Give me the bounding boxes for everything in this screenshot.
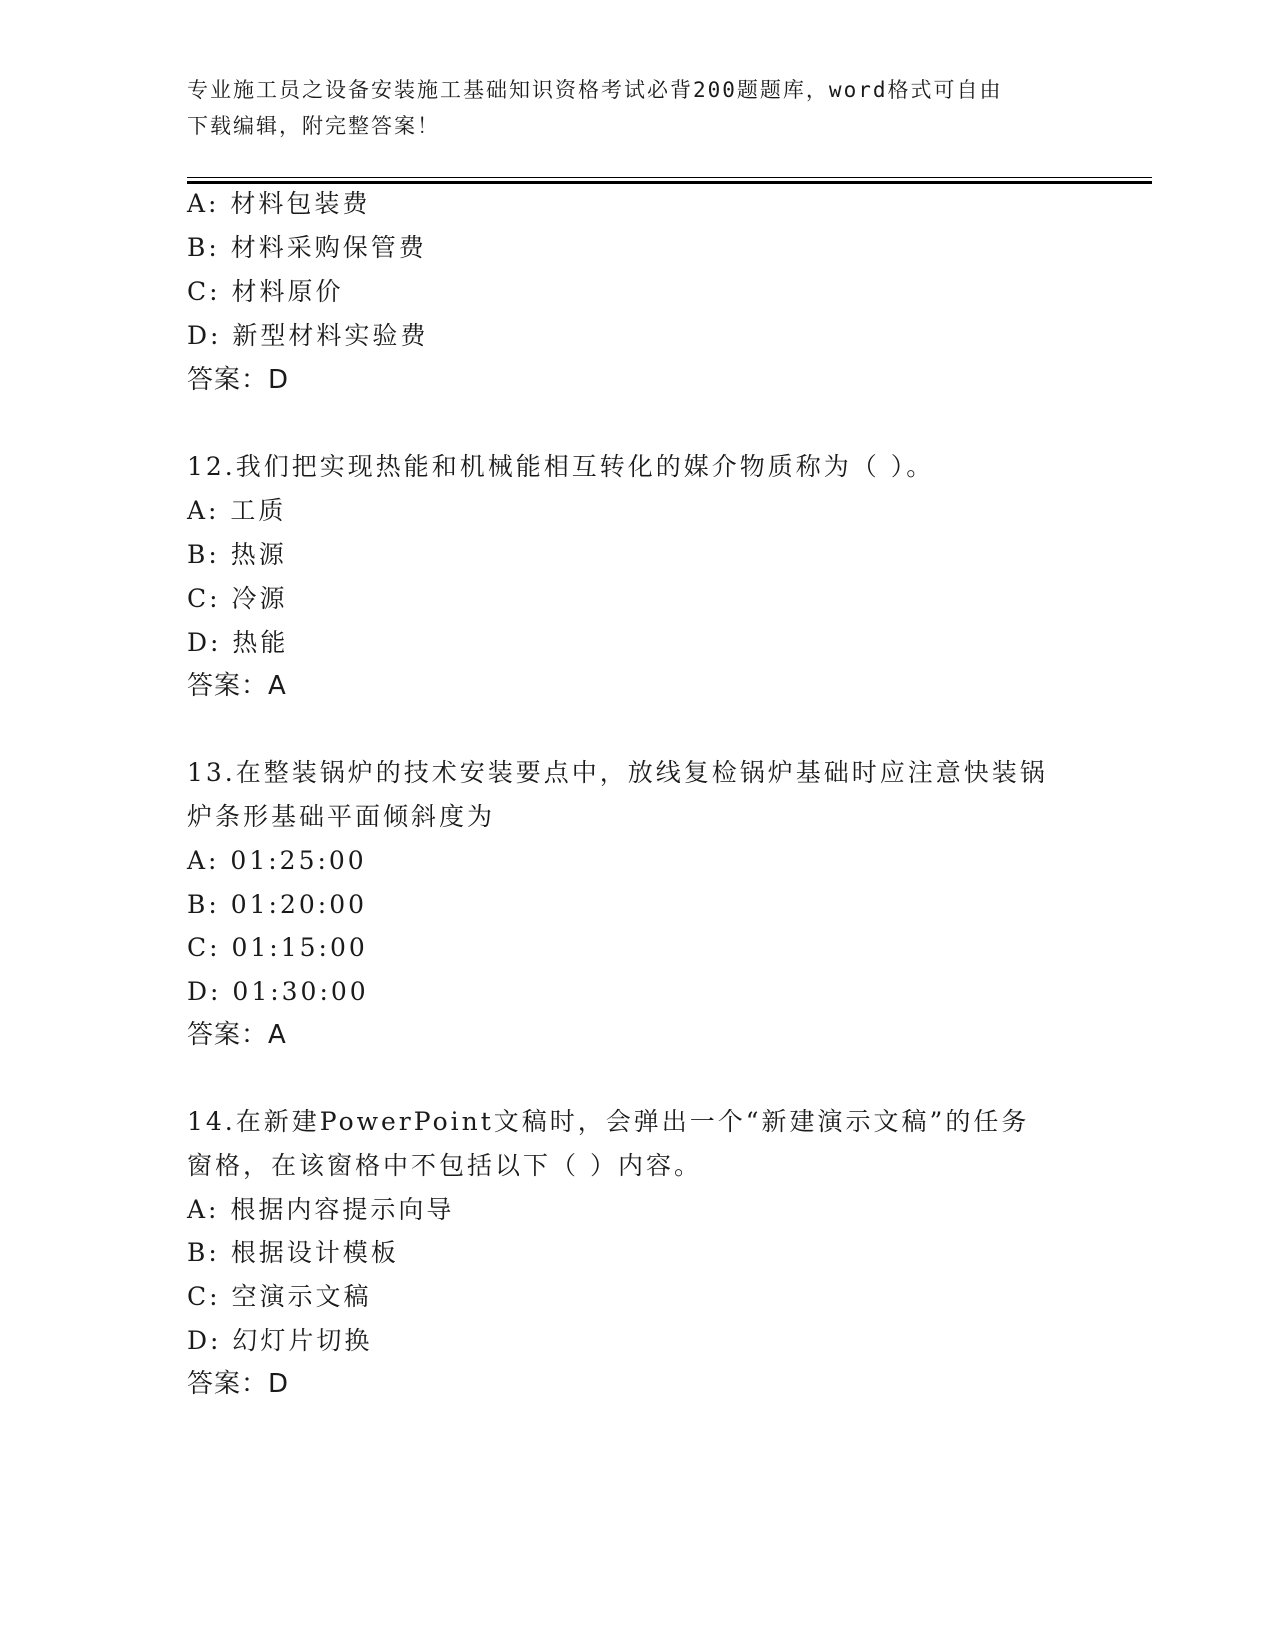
q12-question: 12.我们把实现热能和机械能相互转化的媒介物质称为（ ）。 bbox=[187, 452, 935, 481]
q12-option-d: D: 热能 bbox=[187, 628, 289, 657]
q14-question-line-1: 14.在新建PowerPoint文稿时，会弹出一个“新建演示文稿”的任务 bbox=[187, 1107, 1030, 1136]
document-header bbox=[187, 72, 1087, 144]
q12-option-a: A: 工质 bbox=[187, 496, 287, 525]
header-line-1: 专业施工员之设备安装施工基础知识资格考试必背200题题库，word格式可自由 bbox=[187, 78, 1003, 102]
q13-question-line-1: 13.在整装锅炉的技术安装要点中，放线复检锅炉基础时应注意快装锅 bbox=[187, 758, 1048, 787]
q14-option-b: B: 根据设计模板 bbox=[187, 1238, 399, 1267]
q12-option-b: B: 热源 bbox=[187, 540, 287, 569]
q13-question-line-2: 炉条形基础平面倾斜度为 bbox=[187, 802, 496, 831]
header-divider-thin bbox=[187, 177, 1152, 178]
header-divider-thick bbox=[187, 181, 1152, 184]
q11-option-c: C: 材料原价 bbox=[187, 277, 344, 306]
header-line-2: 下载编辑，附完整答案！ bbox=[187, 114, 440, 138]
q13-option-d: D: 01:30:00 bbox=[187, 977, 369, 1006]
q11-option-a: A: 材料包装费 bbox=[187, 189, 371, 218]
q11-option-d: D: 新型材料实验费 bbox=[187, 321, 429, 350]
q13-answer: 答案：A bbox=[187, 1020, 287, 1050]
q13-option-c: C: 01:15:00 bbox=[187, 933, 368, 962]
q14-option-d: D: 幻灯片切换 bbox=[187, 1326, 373, 1355]
q14-answer: 答案：D bbox=[187, 1369, 290, 1399]
q13-option-a: A: 01:25:00 bbox=[187, 846, 367, 875]
q12-answer: 答案：A bbox=[187, 671, 287, 701]
q14-option-c: C: 空演示文稿 bbox=[187, 1282, 372, 1311]
q12-option-c: C: 冷源 bbox=[187, 584, 288, 613]
q14-option-a: A: 根据内容提示向导 bbox=[187, 1195, 455, 1224]
q11-answer: 答案：D bbox=[187, 365, 290, 395]
q11-option-b: B: 材料采购保管费 bbox=[187, 233, 427, 262]
q13-option-b: B: 01:20:00 bbox=[187, 890, 368, 919]
q14-question-line-2: 窗格，在该窗格中不包括以下（ ）内容。 bbox=[187, 1151, 702, 1180]
